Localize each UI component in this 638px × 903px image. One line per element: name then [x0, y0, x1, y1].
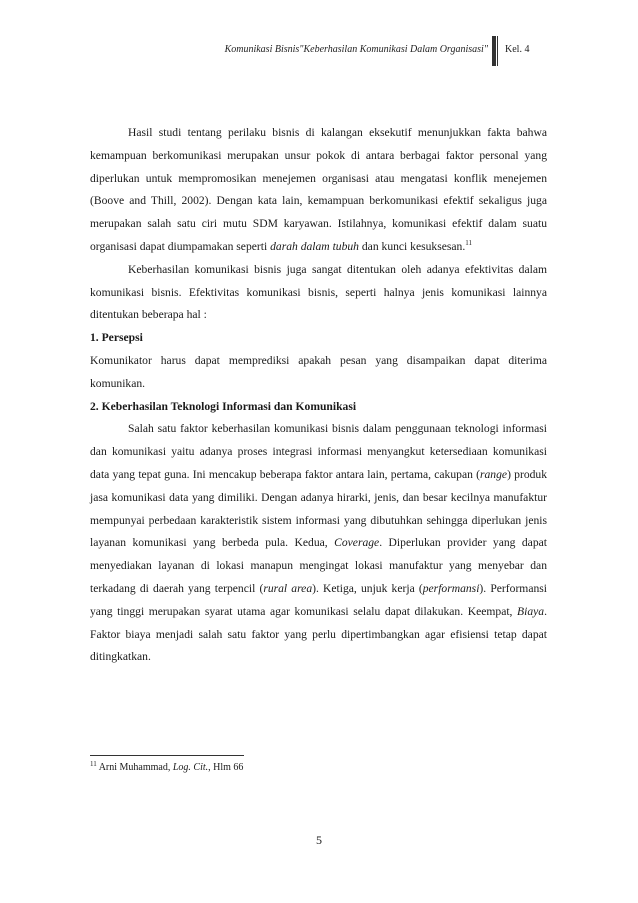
page-header [0, 36, 638, 66]
page-number: 5 [316, 833, 322, 847]
document-body [90, 122, 547, 669]
header-group-label: Kel. 4 [505, 44, 530, 55]
footnote-number: 11 [90, 760, 97, 768]
emphasis-darah-dalam-tubuh: darah dalam tubuh [270, 239, 359, 253]
header-title: Komunikasi Bisnis"Keberhasilan Komunikasi Dalam Organisasi" [224, 44, 488, 55]
paragraph-effectiveness: Keberhasilan komunikasi bisnis juga sangat ditentukan oleh adanya efektivitas dalam komunikasi bisnis. Efektivitas komunikasi bisnis, seperti halnya jenis komunikasi lainnya ditentukan beberapa hal : [90, 262, 547, 322]
footnote: $^{11}$ Arni Muhammad, Log. Cit., Hlm 66 [90, 760, 244, 773]
paragraph-teknologi: Salah satu faktor keberhasilan komunikasi bisnis dalam penggunaan teknologi informasi dan komunikasi yaitu adanya proses integrasi informasi menyangkut ketersediaan komunikasi data yang tepat guna. Ini mencakup beberapa faktor antara lain, pertama, cakupan (range) produk jasa komunikasi data yang dimiliki. Dengan adanya hirarki, jenis, dan besar kecilnya manufaktur mempunyai perbedaan karakteristik sistem informasi yang dibutuhkan sehingga diperlukan jenis layanan komunikasi yang berbeda pula. Kedua, Coverage. Diperlukan provider yang dapat menyediakan layanan di lokasi manapun mengingat lokasi manufaktur yang menyebar dan terkadang di daerah yang terpencil (rural area). Ketiga, unjuk kerja (performansi). Performansi yang tinggi merupakan syarat utama agar komunikasi selalu dapat dilakukan. Keempat, Biaya. Faktor biaya menjadi salah satu faktor yang perlu dipertimbangkan agar efisiensi tetap dapat ditingkatkan. [90, 422, 548, 664]
heading-teknologi: 2. Keberhasilan Teknologi Informasi dan Komunikasi [90, 399, 357, 413]
heading-persepsi: 1. Persepsi [90, 331, 143, 345]
header-divider [492, 36, 496, 66]
footnote-separator [90, 755, 244, 756]
paragraph-persepsi: Komunikator harus dapat memprediksi apakah pesan yang disampaikan dapat diterima komunikan. [90, 353, 547, 390]
footnote-reference: 11 [465, 238, 472, 247]
paragraph-intro: Hasil studi tentang perilaku bisnis di kalangan eksekutif menunjukkan fakta bahwa kemampuan berkomunikasi merupakan unsur pokok di antara berbagai faktor personal yang diperlukan untuk mempromosikan menejemen organisasi atau mengatasi konflik menejemen (Boove and Thill, 2002). Dengan kata lain, kemampuan berkomunikasi efektif sekaligus juga merupakan salah satu ciri mutu SDM karyawan. Istilahnya, komunikasi efektif dalam suatu organisasi dapat diumpamakan seperti darah dalam tubuh dan kunci kesuksesan.$^{11}$ [90, 126, 547, 253]
